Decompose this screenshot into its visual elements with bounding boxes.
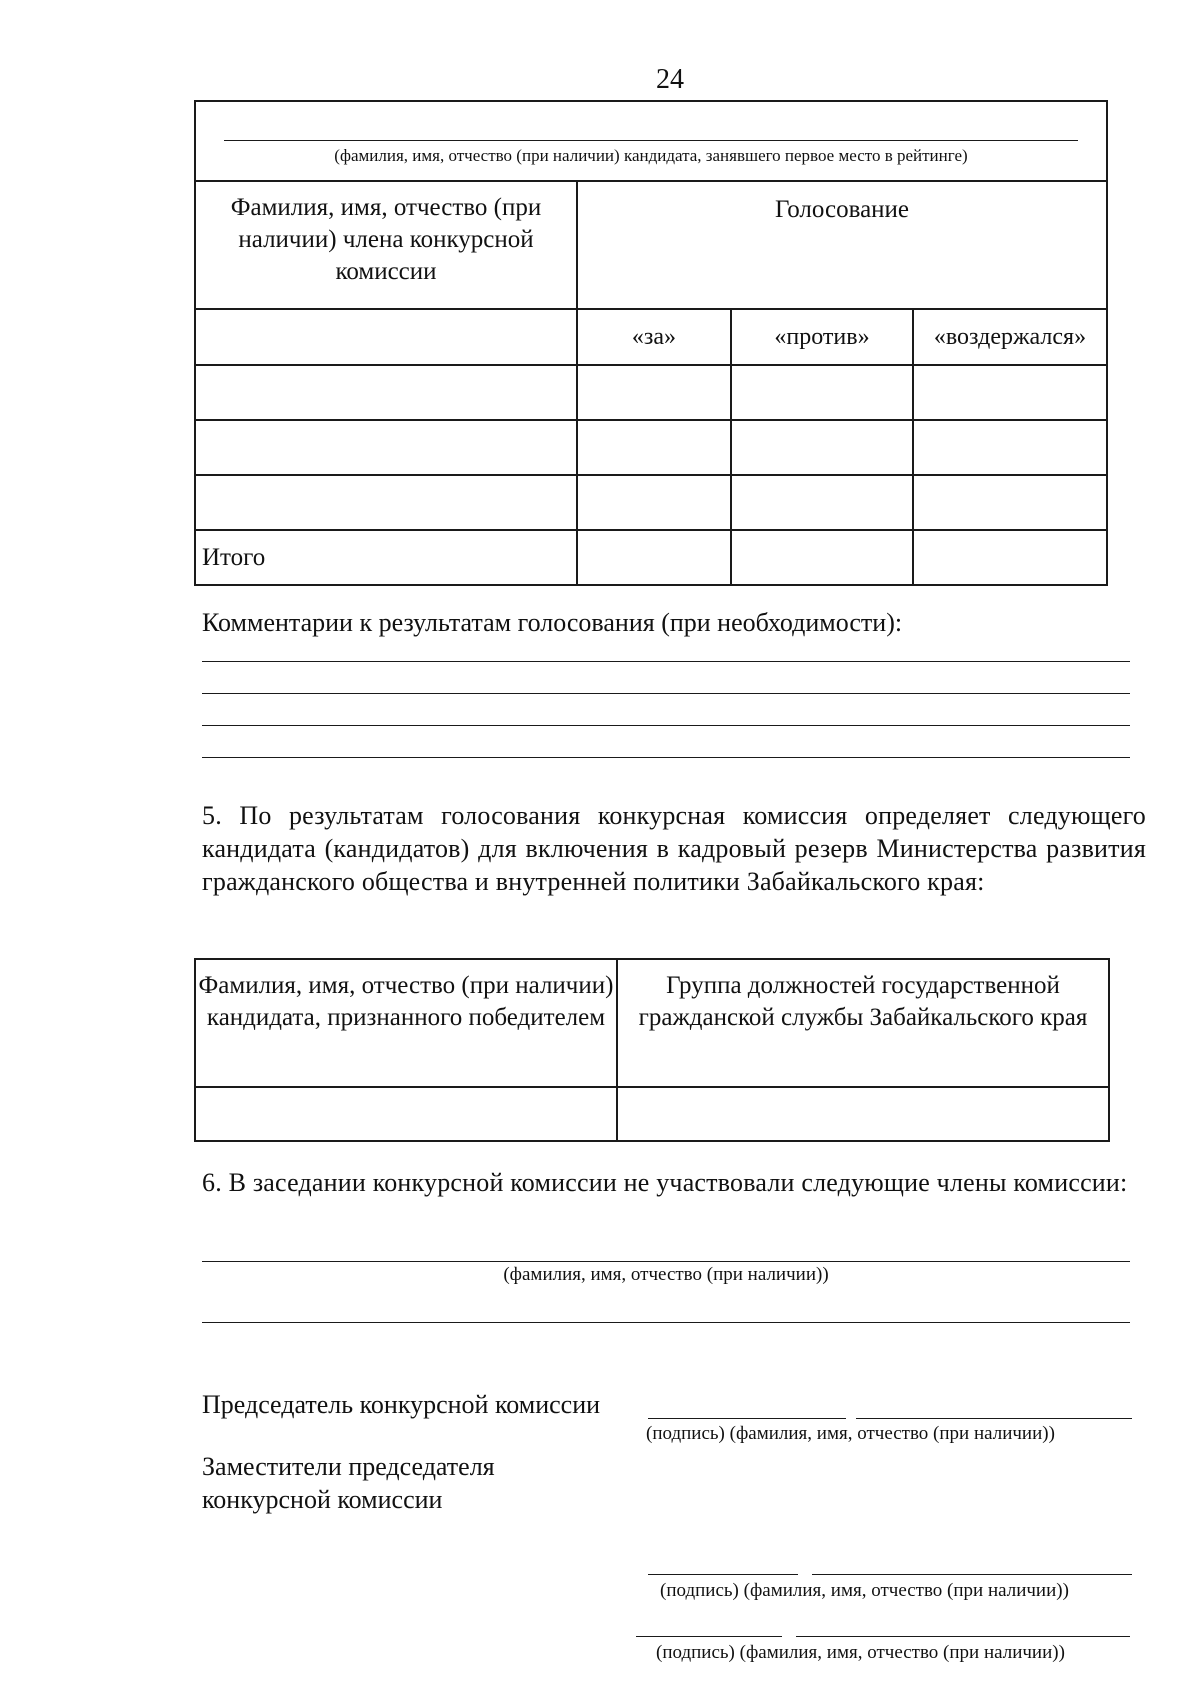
table-row <box>195 475 1107 530</box>
vote-abstained-cell[interactable] <box>913 365 1107 420</box>
vote-for-cell[interactable] <box>577 420 731 475</box>
candidate-name-line <box>224 140 1078 141</box>
member-name-header: Фамилия, имя, отчество (при наличии) члена конкурсной комиссии <box>195 181 577 309</box>
candidate-name-cell[interactable] <box>195 101 1107 181</box>
deputy-signature-caption: (подпись) (фамилия, имя, отчество (при наличии)) <box>660 1580 1069 1601</box>
vote-abstained-cell[interactable] <box>913 420 1107 475</box>
col-against-header: «против» <box>731 309 913 365</box>
comments-label: Комментарии к результатам голосования (при необходимости): <box>202 608 903 637</box>
vote-against-cell[interactable] <box>731 475 913 530</box>
deputy-fullname-line[interactable] <box>812 1574 1132 1575</box>
chair-signature-caption: (подпись) (фамилия, имя, отчество (при наличии)) <box>646 1423 1055 1444</box>
vote-against-cell[interactable] <box>731 365 913 420</box>
deputy-signature-caption: (подпись) (фамилия, имя, отчество (при наличии)) <box>656 1642 1065 1663</box>
member-name-cell[interactable] <box>195 475 577 530</box>
candidate-caption: (фамилия, имя, отчество (при наличии) кандидата, занявшего первое место в рейтинге) <box>334 146 968 165</box>
subheader-blank-cell <box>195 309 577 365</box>
total-row <box>195 530 1107 585</box>
absent-members-line[interactable] <box>202 1261 1130 1262</box>
deputy-fullname-line[interactable] <box>796 1636 1130 1637</box>
total-label: Итого <box>195 530 577 585</box>
comment-line[interactable] <box>202 725 1130 726</box>
vote-against-cell[interactable] <box>731 420 913 475</box>
position-group-header: Группа должностей государственной гражданской службы Забайкальского края <box>617 959 1109 1087</box>
vote-for-cell[interactable] <box>577 365 731 420</box>
deputy-signature-line[interactable] <box>636 1636 782 1637</box>
chair-signature-line[interactable] <box>648 1418 846 1419</box>
table-row <box>195 1087 1109 1141</box>
chair-label: Председатель конкурсной комиссии <box>202 1390 601 1419</box>
winner-name-cell[interactable] <box>195 1087 617 1141</box>
comment-line[interactable] <box>202 757 1130 758</box>
page-number: 24 <box>656 64 684 95</box>
position-group-cell[interactable] <box>617 1087 1109 1141</box>
deputies-label: Заместители председателя конкурсной комиссии <box>202 1452 495 1514</box>
col-for-header: «за» <box>577 309 731 365</box>
member-name-cell[interactable] <box>195 365 577 420</box>
total-for-cell[interactable] <box>577 530 731 585</box>
winner-table <box>194 958 1110 1142</box>
member-name-cell[interactable] <box>195 420 577 475</box>
deputy-signature-line[interactable] <box>648 1574 798 1575</box>
table-row <box>195 420 1107 475</box>
voting-header: Голосование <box>577 181 1107 309</box>
col-abstained-header: «воздержался» <box>913 309 1107 365</box>
absent-members-line[interactable] <box>202 1322 1130 1323</box>
comment-line[interactable] <box>202 661 1130 662</box>
vote-abstained-cell[interactable] <box>913 475 1107 530</box>
section-5-text: 5. По результатам голосования конкурсная комиссия определяет следующего кандидата (кандидатов) для включения в кадровый резерв Министерства развития гражданского общества и внутренней политики Забайкальского края: <box>202 801 1146 896</box>
section-6-text: 6. В заседании конкурсной комиссии не участвовали следующие члены комиссии: <box>202 1168 1128 1197</box>
voting-table <box>194 100 1108 586</box>
total-against-cell[interactable] <box>731 530 913 585</box>
table-row <box>195 365 1107 420</box>
total-abstained-cell[interactable] <box>913 530 1107 585</box>
comment-line[interactable] <box>202 693 1130 694</box>
winner-name-header: Фамилия, имя, отчество (при наличии) кандидата, признанного победителем <box>195 959 617 1087</box>
chair-fullname-line[interactable] <box>856 1418 1132 1419</box>
vote-for-cell[interactable] <box>577 475 731 530</box>
absent-members-caption: (фамилия, имя, отчество (при наличии)) <box>503 1264 829 1285</box>
